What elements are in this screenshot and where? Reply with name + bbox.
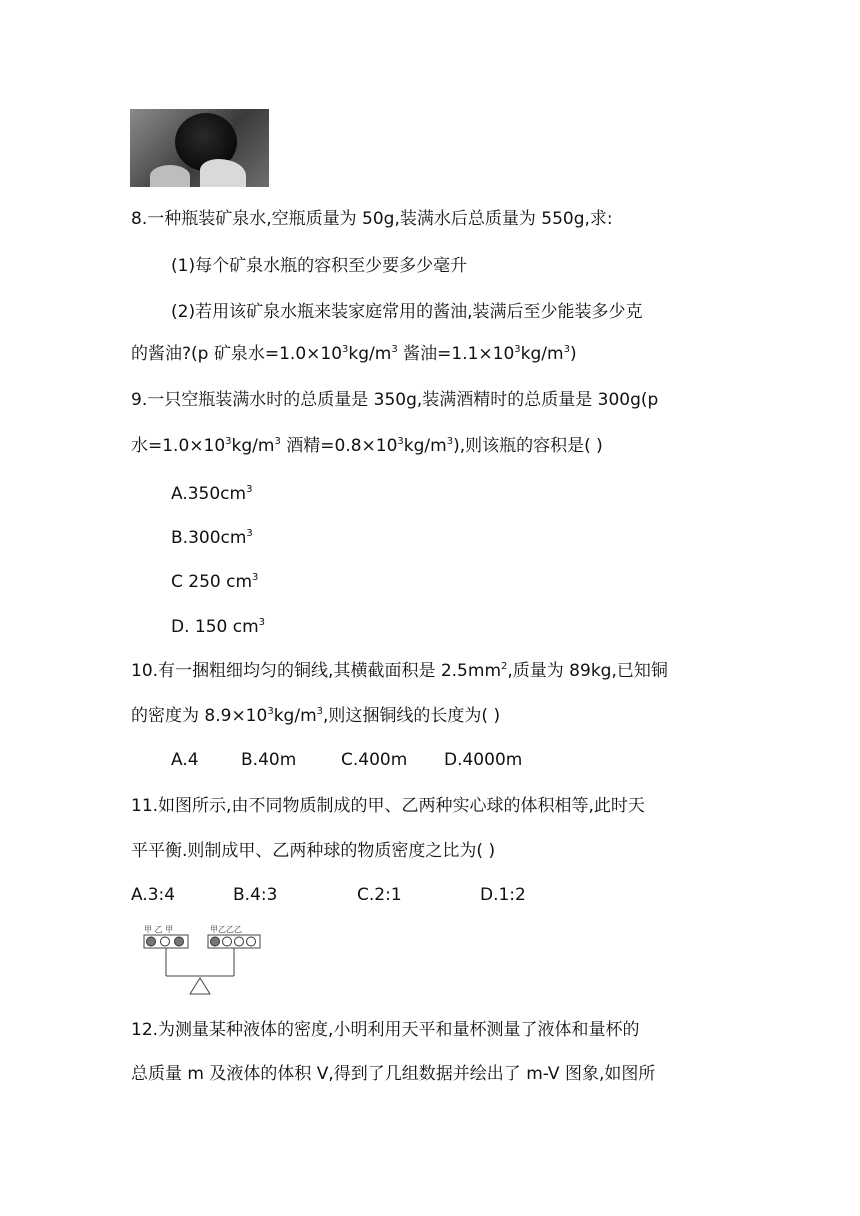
q10-option-b: B.40m	[241, 750, 297, 770]
photo-flower-left	[150, 165, 190, 187]
right-ball-jia	[211, 937, 220, 946]
q8-part1: (1)每个矿泉水瓶的容积至少要多少毫升	[171, 256, 468, 276]
q10-stem: 10.有一捆粗细均匀的铜线,其横截面积是 $2.5mm^2$,质量为 89kg,已知铜	[131, 661, 668, 681]
q11-option-c: C.2:1	[357, 885, 402, 905]
q10-option-d: D.4000m	[444, 750, 523, 770]
q12-line2: 总质量 m 及液体的体积 V,得到了几组数据并绘出了 m-V 图象,如图所	[131, 1064, 656, 1084]
right-ball-yi-1	[223, 937, 232, 946]
q9-stem-cont: 水$=1.0\times 10^3kg/m^3$ 酒精$=0.8\times 10^3kg/m^3$),则该瓶的容积是( )	[131, 436, 603, 456]
q8-part2-cont: 的酱油?(p 矿泉水$=1.0\times 10^3kg/m^3$ 酱油$=1.1\times 10^3kg/m^3$)	[131, 344, 577, 364]
q10-option-c: C.400m	[341, 750, 408, 770]
q10-option-a: A.4	[171, 750, 199, 770]
q9-option-b: $B.300cm^3$	[171, 528, 253, 548]
right-ball-yi-3	[247, 937, 256, 946]
left-ball-yi	[161, 937, 170, 946]
q9-option-d: D. 150 $cm^3$	[171, 617, 266, 637]
q11-stem-cont: 平平衡.则制成甲、乙两种球的物质密度之比为( )	[131, 841, 496, 861]
balance-scale-figure	[130, 922, 270, 1000]
left-ball-jia-2	[175, 937, 184, 946]
q9-option-c: C 250 $cm^3$	[171, 572, 259, 592]
q11-option-d: D.1:2	[480, 885, 526, 905]
q12-line1: 12.为测量某种液体的密度,小明利用天平和量杯测量了液体和量杯的	[131, 1020, 640, 1040]
q11-option-a: A.3:4	[131, 885, 176, 905]
q10-stem-cont: 的密度为 $8.9\times 10^3kg/m^3$,则这捆铜线的长度为( )	[131, 706, 501, 726]
top-photo	[130, 109, 269, 187]
left-ball-jia-1	[147, 937, 156, 946]
left-pan-labels: 甲 乙 甲	[144, 925, 174, 934]
right-ball-yi-2	[235, 937, 244, 946]
q11-stem: 11.如图所示,由不同物质制成的甲、乙两种实心球的体积相等,此时天	[131, 796, 645, 816]
right-pan-labels: 甲乙乙乙	[210, 925, 242, 934]
fulcrum	[190, 978, 210, 994]
q8-stem: 8.一种瓶装矿泉水,空瓶质量为 50g,装满水后总质量为 550g,求:	[131, 209, 613, 229]
q11-option-b: B.4:3	[233, 885, 278, 905]
q9-stem: 9.一只空瓶装满水时的总质量是 350g,装满酒精时的总质量是 300g(p	[131, 390, 659, 410]
q8-part2: (2)若用该矿泉水瓶来装家庭常用的酱油,装满后至少能装多少克	[171, 302, 643, 322]
photo-flower-right	[200, 159, 246, 187]
q9-option-a: $A.350cm^3$	[171, 484, 253, 504]
